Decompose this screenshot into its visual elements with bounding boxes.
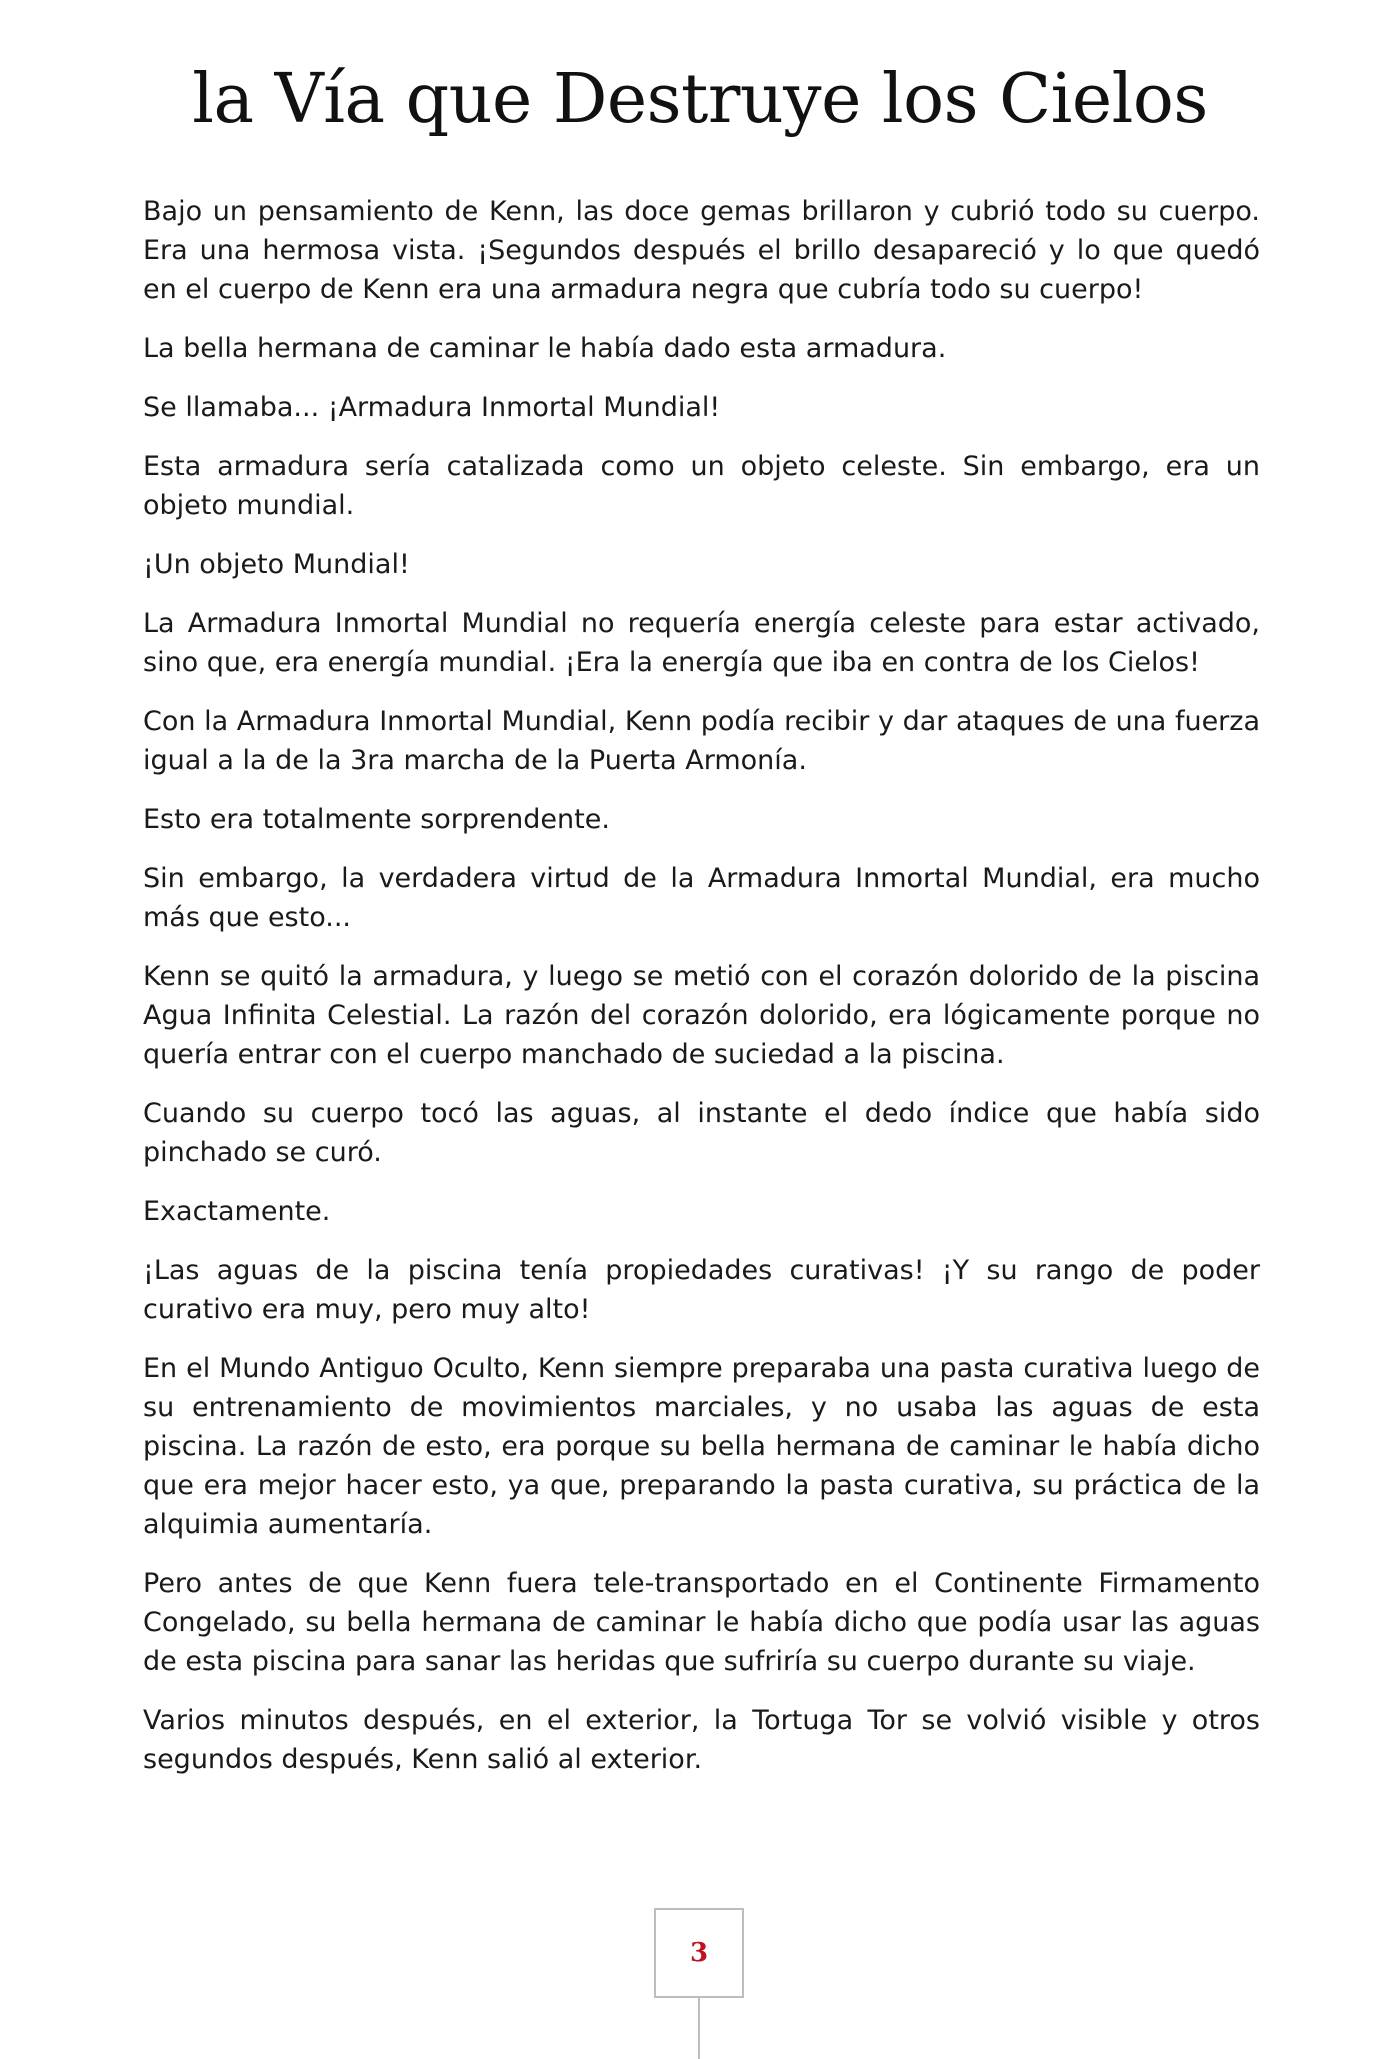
paragraph: Esto era totalmente sorprendente. [143, 804, 610, 835]
paragraph: ¡Las aguas de la piscina tenía propiedades curativas! ¡Y su rango de poder curativo era muy, pero muy alto! [143, 1255, 1260, 1325]
paragraph: Esta armadura sería catalizada como un objeto celeste. Sin embargo, era un objeto mundial. [143, 451, 1260, 521]
page-number: 3 [689, 1938, 709, 1968]
page-number-connector-line [698, 1998, 700, 2059]
body-text [143, 192, 1260, 1799]
paragraph: ¡Un objeto Mundial! [143, 549, 410, 580]
paragraph: Sin embargo, la verdadera virtud de la Armadura Inmortal Mundial, era mucho más que esto... [143, 863, 1260, 933]
paragraph: En el Mundo Antiguo Oculto, Kenn siempre preparaba una pasta curativa luego de su entrenamiento de movimientos marciales, y no usaba las aguas de esta piscina. La razón de esto, era porque su bella hermana de caminar le había dicho que era mejor hacer esto, ya que, preparando la pasta curativa, su práctica de la alquimia aumentaría. [143, 1353, 1260, 1540]
paragraph: Con la Armadura Inmortal Mundial, Kenn podía recibir y dar ataques de una fuerza igual a la de la 3ra marcha de la Puerta Armonía. [143, 706, 1260, 776]
paragraph: Se llamaba... ¡Armadura Inmortal Mundial! [143, 392, 721, 423]
page-title: la Vía que Destruye los Cielos [192, 60, 1208, 139]
paragraph: Kenn se quitó la armadura, y luego se metió con el corazón dolorido de la piscina Agua Infinita Celestial. La razón del corazón dolorido, era lógicamente porque no quería entrar con el cuerpo manchado de suciedad a la piscina. [143, 961, 1260, 1070]
paragraph: La Armadura Inmortal Mundial no requería energía celeste para estar activado, sino que, era energía mundial. ¡Era la energía que iba en contra de los Cielos! [143, 608, 1260, 678]
paragraph: La bella hermana de caminar le había dado esta armadura. [143, 333, 947, 364]
paragraph: Pero antes de que Kenn fuera tele-transportado en el Continente Firmamento Congelado, su bella hermana de caminar le había dicho que podía usar las aguas de esta piscina para sanar las heridas que sufriría su cuerpo durante su viaje. [143, 1568, 1260, 1677]
paragraph: Cuando su cuerpo tocó las aguas, al instante el dedo índice que había sido pinchado se curó. [143, 1098, 1260, 1168]
page-number-box [654, 1908, 744, 1998]
paragraph: Bajo un pensamiento de Kenn, las doce gemas brillaron y cubrió todo su cuerpo. Era una hermosa vista. ¡Segundos después el brillo desapareció y lo que quedó en el cuerpo de Kenn era una armadura negra que cubría todo su cuerpo! [143, 196, 1260, 305]
paragraph: Varios minutos después, en el exterior, la Tortuga Tor se volvió visible y otros segundos después, Kenn salió al exterior. [143, 1705, 1260, 1775]
paragraph: Exactamente. [143, 1196, 331, 1227]
